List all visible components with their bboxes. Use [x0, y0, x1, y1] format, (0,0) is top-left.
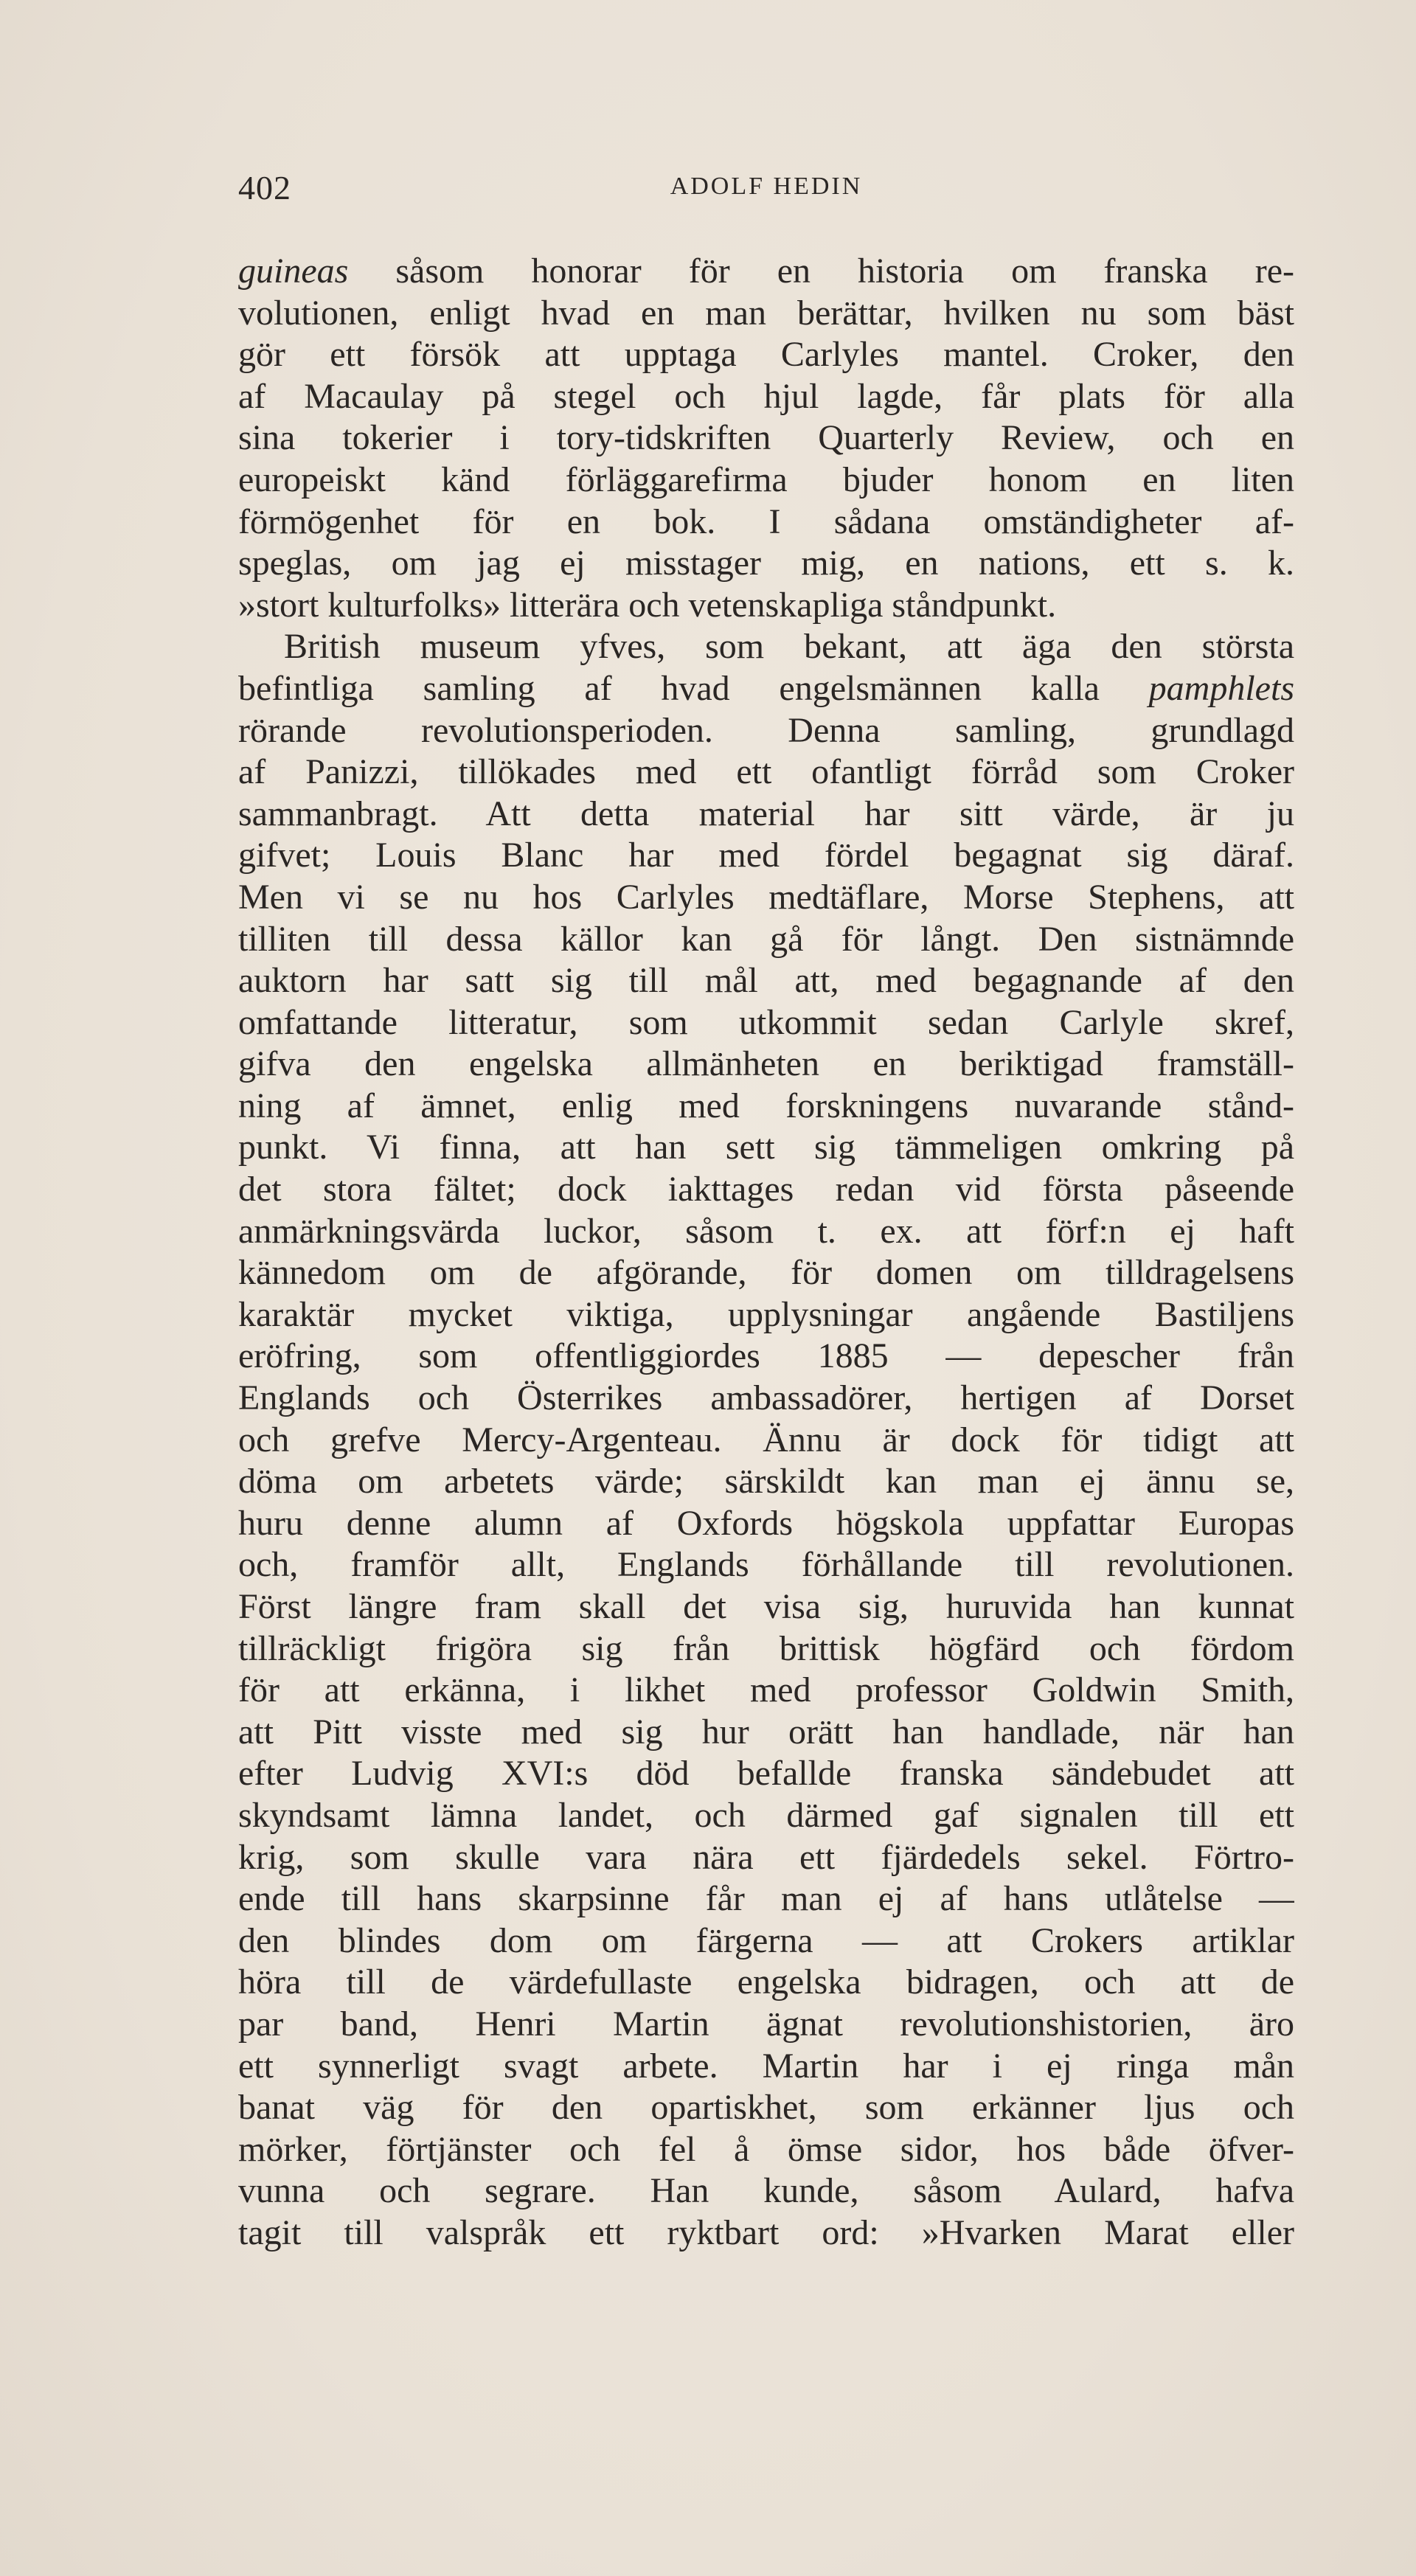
text-line: ett synnerligt svagt arbete. Martin har i ej ringa mån	[238, 2046, 1294, 2086]
text-line: punkt. Vi finna, att han sett sig tämmeligen omkring på	[238, 1128, 1294, 1167]
text-line: guineas såsom honorar för en historia om franska re-	[238, 251, 1294, 291]
text-line: af Macaulay på stegel och hjul lagde, får plats för alla	[238, 376, 1294, 416]
text-line: Men vi se nu hos Carlyles medtäflare, Morse Stephens, att	[238, 877, 1294, 917]
text-line: för att erkänna, i likhet med professor Goldwin Smith,	[238, 1670, 1294, 1710]
page-header	[238, 168, 1294, 212]
text-line: gifvet; Louis Blanc har med fördel begagnat sig däraf.	[238, 836, 1294, 875]
text-line: höra till de värdefullaste engelska bidragen, och att de	[238, 1962, 1294, 2002]
text-line: par band, Henri Martin ägnat revolutionshistorien, äro	[238, 2004, 1294, 2044]
text-line: efter Ludvig XVI:s död befallde franska sändebudet att	[238, 1754, 1294, 1794]
text-line: och grefve Mercy-Argenteau. Ännu är dock för tidigt att	[238, 1420, 1294, 1459]
text-line: och, framför allt, Englands förhållande till revolutionen.	[238, 1545, 1294, 1585]
text-line: ende till hans skarpsinne får man ej af hans utlåtelse —	[238, 1879, 1294, 1919]
text-line: ning af ämnet, enlig med forskningens nuvarande stånd-	[238, 1086, 1294, 1125]
text-line: krig, som skulle vara nära ett fjärdedels sekel. Förtro-	[238, 1837, 1294, 1877]
text-line: sina tokerier i tory-tidskriften Quarterly Review, och en	[238, 418, 1294, 458]
text-line: Englands och Österrikes ambassadörer, hertigen af Dorset	[238, 1378, 1294, 1418]
text-line: europeiskt känd förläggarefirma bjuder honom en liten	[238, 459, 1294, 499]
text-line: att Pitt visste med sig hur orätt han handlade, när han	[238, 1712, 1294, 1752]
text-line: karaktär mycket viktiga, upplysningar angående Bastiljens	[238, 1294, 1294, 1334]
text-line: »stort kulturfolks» litterära och vetenskapliga ståndpunkt.	[238, 585, 1057, 625]
text-line: anmärkningsvärda luckor, såsom t. ex. att förf:n ej haft	[238, 1211, 1294, 1251]
text-line: förmögenhet för en bok. I sådana omständigheter af-	[238, 501, 1294, 541]
text-line: huru denne alumn af Oxfords högskola uppfattar Europas	[238, 1503, 1294, 1543]
text-line: banat väg för den opartiskhet, som erkänner ljus och	[238, 2088, 1294, 2128]
page-number: 402	[238, 169, 291, 206]
text-line: af Panizzi, tillökades med ett ofantligt förråd som Croker	[238, 752, 1294, 792]
text-line: tilliten till dessa källor kan gå för långt. Den sistnämnde	[238, 919, 1294, 959]
text-line: rörande revolutionsperioden. Denna samling, grundlagd	[238, 710, 1294, 750]
running-head: ADOLF HEDIN	[670, 173, 863, 200]
text-line: det stora fältet; dock iakttages redan vid första påseende	[238, 1170, 1294, 1209]
text-line: tillräckligt frigöra sig från brittisk högfärd och fördom	[238, 1628, 1294, 1668]
text-line: vunna och segrare. Han kunde, såsom Aulard, hafva	[238, 2171, 1294, 2211]
text-line: gifva den engelska allmänheten en beriktigad framställ-	[238, 1044, 1294, 1084]
text-line: auktorn har satt sig till mål att, med begagnande af den	[238, 961, 1294, 1001]
text-line: sammanbragt. Att detta material har sitt värde, är ju	[238, 794, 1294, 833]
text-line: speglas, om jag ej misstager mig, en nations, ett s. k.	[238, 544, 1294, 583]
text-line: befintliga samling af hvad engelsmännen kalla pamphlets	[238, 668, 1294, 708]
text-line: den blindes dom om färgerna — att Crokers artiklar	[238, 1920, 1294, 1960]
text-line: mörker, förtjänster och fel å ömse sidor, hos både öfver-	[238, 2129, 1294, 2169]
text-line: döma om arbetets värde; särskildt kan man ej ännu se,	[238, 1462, 1294, 1501]
text-line: skyndsamt lämna landet, och därmed gaf signalen till ett	[238, 1795, 1294, 1835]
text-line: kännedom om de afgörande, för domen om tilldragelsens	[238, 1253, 1294, 1293]
body-text	[238, 251, 1294, 2254]
text-line: tagit till valspråk ett ryktbart ord: »Hvarken Marat eller	[238, 2212, 1294, 2252]
text-line: eröfring, som offentliggiordes 1885 — depescher från	[238, 1336, 1294, 1376]
text-line: gör ett försök att upptaga Carlyles mantel. Croker, den	[238, 335, 1294, 375]
text-line: volutionen, enligt hvad en man berättar, hvilken nu som bäst	[238, 293, 1294, 333]
text-line: British museum yfves, som bekant, att äga den största	[284, 627, 1294, 667]
text-line: Först längre fram skall det visa sig, huruvida han kunnat	[238, 1587, 1294, 1626]
text-line: omfattande litteratur, som utkommit sedan Carlyle skref,	[238, 1002, 1294, 1042]
